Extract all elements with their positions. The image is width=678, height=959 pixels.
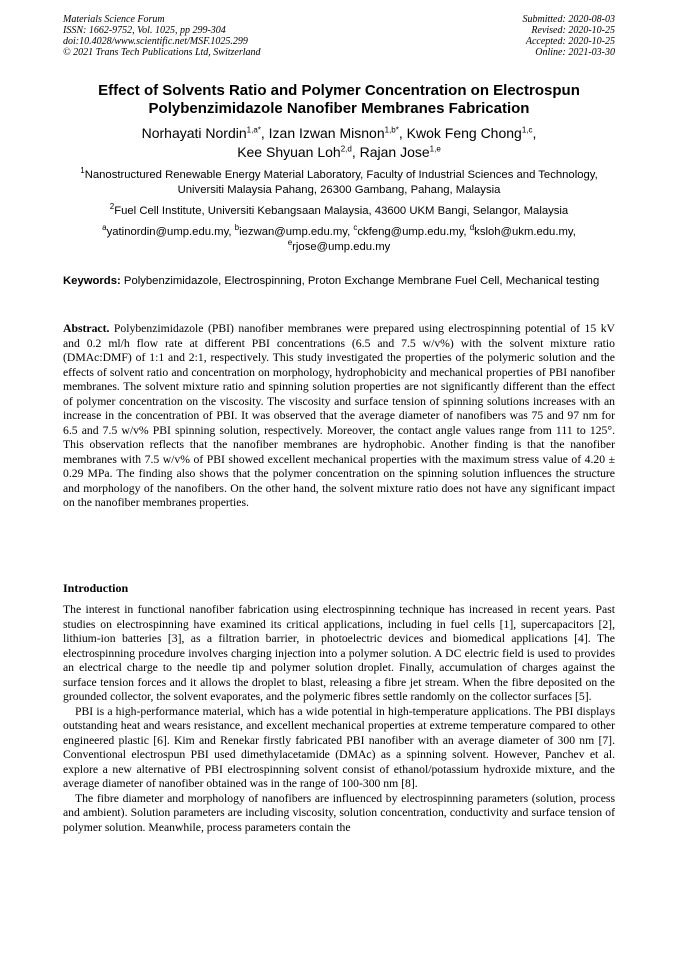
intro-paragraph-3: The fibre diameter and morphology of nanofibers are influenced by electrospinning parameters (solution, process and ambient). Solution parameters are including viscosity, solution concentration, conductivity and surface tension of polymer solution. Meanwhile, process parameters contain the <box>63 791 615 834</box>
author-name: Kwok Feng Chong <box>406 125 522 141</box>
keywords <box>63 274 615 288</box>
title-line-2: Polybenzimidazole Nanofiber Membranes Fabrication <box>148 100 530 117</box>
affil-marker: 2 <box>109 202 115 212</box>
affiliation-1 <box>63 168 615 198</box>
authors-line-1: Norhayati Nordin$^{1,a*}$, Izan Izwan Misnon$^{1,b*}$, Kwok Feng Chong$^{1,c}$, <box>141 125 537 141</box>
online-date: Online: 2021-03-30 <box>535 47 615 58</box>
accepted-date: Accepted: 2020-10-25 <box>525 36 615 47</box>
intro-paragraph-2: PBI is a high-performance material, which has a wide potential in high-temperature applications. The PBI displays outstanding heat and wears resistance, and excellent mechanical properties at extreme temperature compared to other engineered plastic [6]. Kim and Renekar firstly fabricated PBI nanofiber with an average diameter of 300 nm [7]. Conventional electrospun PBI used dimethylacetamide (DMAc) as a spinning solvent. However, Panchev et al. explore a new alternative of PBI electrospinning solvent consist of ethanol/potassium hydroxide mixture, and the average diameter of nanofiber obtained was in the range of 100-300 nm [8]. <box>63 704 615 790</box>
intro-paragraph-1: The interest in functional nanofiber fabrication using electrospinning technique has increased in recent years. Past studies on electrospinning have examined its critical applications, including in fuel cells [1], supercapacitors [2], lithium-ion batteries [3], as a filtration barrier, in photoelectric devices and biomedical applications [4]. The electrospinning procedure involves charging injection into a polymer solution. A DC electric field is used to provides an electrical charge to the needle tip and polymer solution droplet. Finally, accumulation of charges against the surface tension forces and it allows the droplet to blast, releasing a fibre jet stream. When the fibre deposited on the grounded collector, the solvent evaporates, and the polymeric fibres settle randomly on the collector surfaces [5]. <box>63 603 615 703</box>
revised-date: Revised: 2020-10-25 <box>531 25 615 36</box>
author-list <box>63 124 615 162</box>
title-line-1: Effect of Solvents Ratio and Polymer Concentration on Electrospun <box>98 82 580 99</box>
email-marker: d <box>469 223 475 233</box>
author-affil-marker: 1,e <box>429 144 441 154</box>
submitted-date: Submitted: 2020-08-03 <box>522 14 615 25</box>
authors-line-2: Kee Shyuan Loh$^{2,d}$, Rajan Jose$^{1,e}$ <box>237 144 441 160</box>
email-link[interactable]: rjose@ump.edu.my <box>292 241 391 253</box>
paper-title <box>63 82 615 118</box>
author-affil-marker: 1,b* <box>384 125 399 135</box>
email-link[interactable]: iezwan@ump.edu.my, <box>239 226 351 238</box>
email-marker: c <box>353 223 358 233</box>
author-name: Kee Shyuan Loh <box>237 144 341 160</box>
journal-name: Materials Science Forum <box>63 14 165 25</box>
introduction-body <box>63 603 615 835</box>
header-left <box>63 14 261 58</box>
email-marker: a <box>102 223 107 233</box>
doi-line: doi:10.4028/www.scientific.net/MSF.1025.299 <box>63 36 248 47</box>
issn-line: ISSN: 1662-9752, Vol. 1025, pp 299-304 <box>63 25 226 36</box>
keywords-text: Polybenzimidazole, Electrospinning, Proton Exchange Membrane Fuel Cell, Mechanical testing <box>123 275 600 287</box>
affiliation-text: Fuel Cell Institute, Universiti Kebangsaan Malaysia, 43600 UKM Bangi, Selangor, Malaysia <box>114 205 569 217</box>
email-link[interactable]: yatinordin@ump.edu.my, <box>106 226 232 238</box>
affiliation-text: Nanostructured Renewable Energy Material Laboratory, Faculty of Industrial Sciences and Technology, Universiti Malaysia Pahang, 26300 Gambang, Pahang, Malaysia <box>84 169 598 196</box>
affil-marker: 1 <box>80 166 85 176</box>
author-name: Norhayati Nordin <box>141 125 247 141</box>
email-link[interactable]: ksloh@ukm.edu.my, <box>474 226 576 238</box>
email-marker: b <box>234 223 240 233</box>
abstract-text: Polybenzimidazole (PBI) nanofiber membranes were prepared using electrospinning potential of 15 kV and 0.2 ml/h flow rate at different PBI concentrations (6.5 and 7.5 w/v%) with the solvent mixture ratio (DMAc:DMF) of 1:1 and 2:1, respectively. This study investigated the properties of the polymeric solution and the effects of solvent ratio and concentration on morphology, hydrophobicity and mechanical properties of PBI nanofiber membranes. The solvent mixture ratio and spinning solution properties are not significantly different than the effect of polymer concentration on the viscosity. The viscosity and surface tension of spinning solutions increases with an increase in the concentration of PBI. It was observed that the average diameter of nanofibers was 75 and 97 nm for 6.5 and 7.5 w/v% PBI spinning solution, respectively. Moreover, the contact angle values range from 111 to 125°. This observation reflects that the nanofiber membranes are hydrophobic. Another finding is that the nanofiber membranes with 7.5 w/v% of PBI showed excellent mechanical properties with the maximum stress value of 4.20 ± 0.29 MPa. The finding also shows that the polymer concentration on the spinning solution influences the structure and morphology of the nanofibers. On the other hand, the solvent mixture ratio does not have any significant impact on the nanofiber membranes properties. <box>63 322 615 509</box>
email-link[interactable]: ckfeng@ump.edu.my, <box>357 226 467 238</box>
keywords-label: Keywords: <box>63 275 121 287</box>
header-right <box>523 14 616 58</box>
email-list <box>63 225 615 255</box>
email-marker: e <box>287 238 293 248</box>
abstract <box>63 322 615 511</box>
author-affil-marker: 1,c <box>521 125 533 135</box>
abstract-label: Abstract. <box>63 322 110 335</box>
author-name: Rajan Jose <box>359 144 430 160</box>
author-affil-marker: 1,a* <box>246 125 261 135</box>
author-affil-marker: 2,d <box>340 144 352 154</box>
author-name: Izan Izwan Misnon <box>268 125 385 141</box>
affiliation-2 <box>63 204 615 219</box>
introduction-heading: Introduction <box>63 581 129 595</box>
copyright-line: © 2021 Trans Tech Publications Ltd, Switzerland <box>63 47 261 58</box>
